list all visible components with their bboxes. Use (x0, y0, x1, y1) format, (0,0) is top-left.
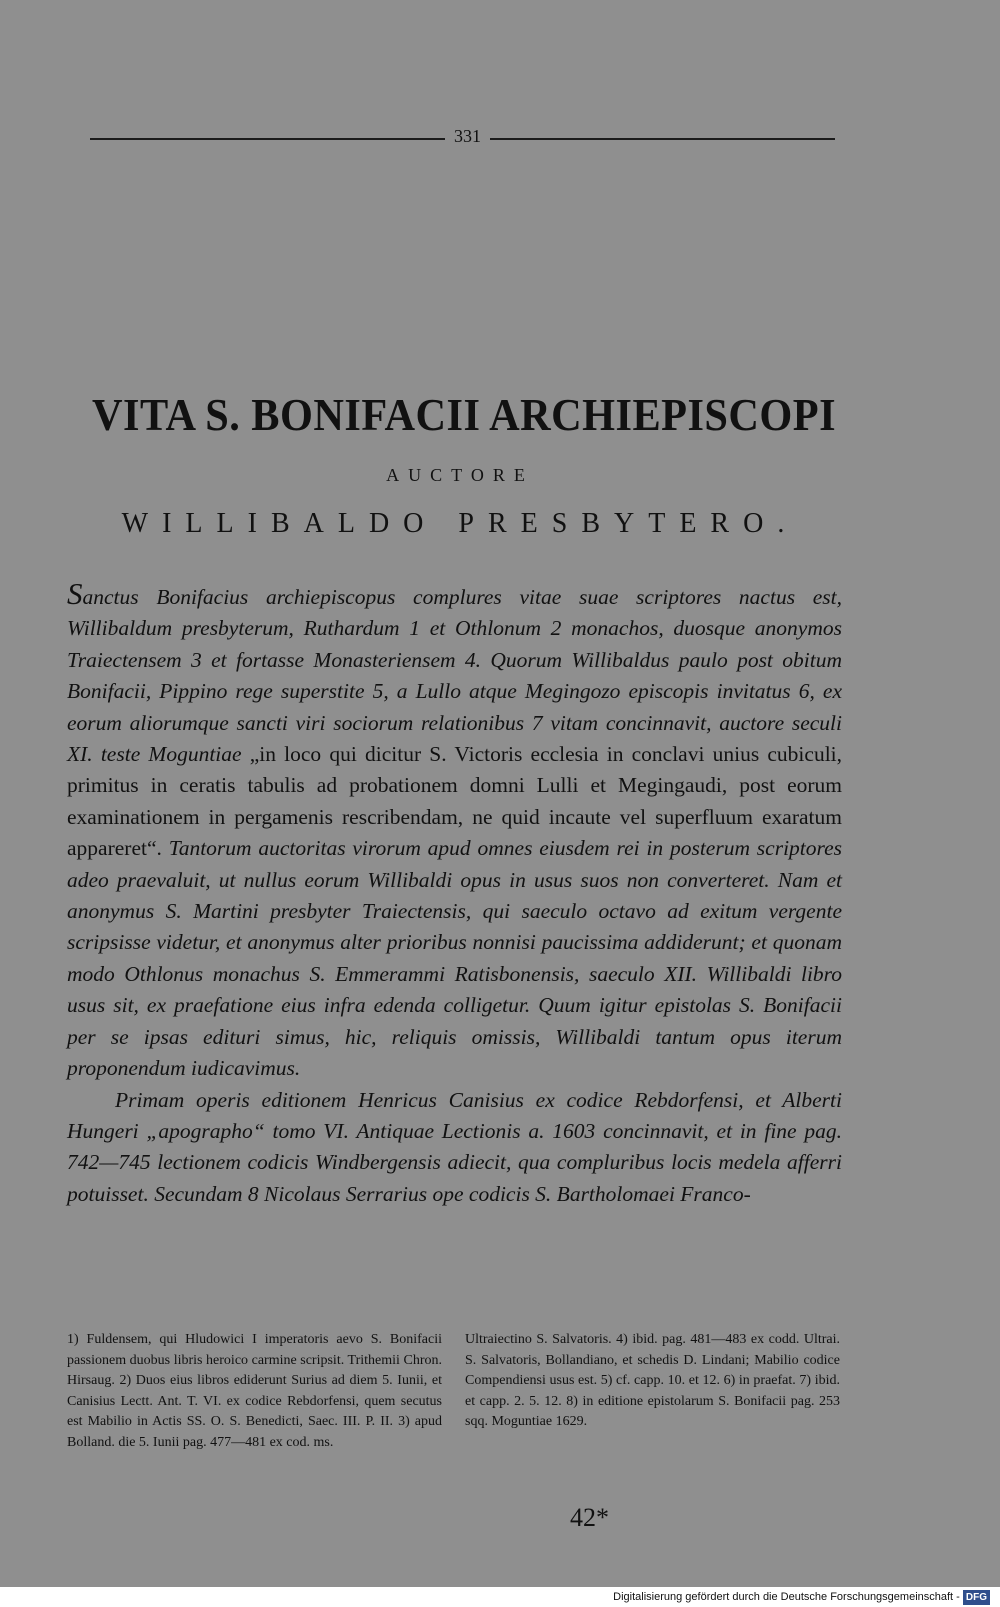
paragraph-1 (67, 578, 842, 1085)
credit-text: Digitalisierung gefördert durch die Deutsche Forschungsgemeinschaft - (613, 1591, 960, 1603)
signature-mark: 42* (570, 1503, 609, 1532)
page-number: 331 (445, 126, 490, 147)
digitization-credit (613, 1588, 990, 1607)
footnotes-right: Ultraiectino S. Salvatoris. 4) ibid. pag. 481—483 ex codd. Ultrai. S. Salvatoris, Bollandiano, et schedis D. Lindani; Mabilio codice Compendiensi usus est. 5) cf. capp. 10. et 12. 6) in praefat. 7) ibid. et capp. 2. 5. 12. 8) in editione epistolarum S. Bonifacii pag. 253 sqq. Moguntiae 1629. (465, 1332, 840, 1429)
author-name: WILLIBALDO PRESBYTERO. (121, 508, 799, 539)
dfg-logo-icon: DFG (963, 1590, 990, 1605)
body-text (67, 578, 842, 1210)
auctore-label: AUCTORE (386, 465, 534, 485)
drop-cap: S (67, 576, 83, 611)
paragraph-1-quotation: „in loco qui dicitur S. Victoris ecclesia in conclavi unius cubiculi, primitus in ceratis tabulis ad probationem domni Lulli et Megingaudi, post eorum examinationem in pergamenis rescribendam, ne quid incaute vel superfluum exaratum appareret“. (67, 742, 843, 861)
page-title: VITA S. BONIFACII ARCHIEPISCOPI (92, 389, 837, 440)
page-header (70, 126, 845, 150)
header-rule-right (485, 138, 835, 140)
header-rule-left (90, 138, 450, 140)
paragraph-2: Primam operis editionem Henricus Canisius ex codice Rebdorfensi, et Alberti Hungeri „apographo“ tomo VI. Antiquae Lectionis a. 1603 concinnavit, et in fine pag. 742—745 lectionem codicis Windbergensis adiecit, qua compluribus locis medela afferri potuisset. Secundam 8 Nicolaus Serrarius ope codicis S. Bartholomaei Franco- (67, 1087, 842, 1206)
footnotes-left: 1) Fuldensem, qui Hludowici I imperatoris aevo S. Bonifacii passionem duobus libris heroico carmine scripsit. Trithemii Chron. Hirsaug. 2) Duos eius libros ediderunt Surius ad diem 5. Iunii, et Canisius Lectt. Ant. T. VI. ex codice Rebdorfensi, quem secutus est Mabilio in Actis SS. O. S. Benedicti, Saec. III. P. II. 3) apud Bolland. die 5. Iunii pag. 477—481 ex cod. ms. (67, 1332, 442, 1450)
paragraph-1-italic-a: anctus Bonifacius archiepiscopus complures vitae suae scriptores nactus est, Willibaldum presbyterum, Ruthardum 1 et Othlonum 2 monachos, duosque anonymos Traiectensem 3 et fortasse Monasteriensem 4. Quorum Willibaldus paulo post obitum Bonifacii, Pippino rege superstite 5, a Lullo atque Megingozo episcopis invitatus 6, ex eorum aliorumque sancti viri sociorum relationibus 7 vitam concinnavit, auctore seculi XI. teste Moguntiae (67, 585, 842, 767)
paragraph-1-italic-b: Tantorum auctoritas virorum apud omnes eiusdem rei in posterum scriptores adeo praevaluit, ut nullus eorum Willibaldi opus in usus suos non converteret. Nam et anonymus S. Martini presbyter Traiectensis, qui saeculo octavo ad exitum vergente scripsisse videtur, et anonymus alter prioribus nonnisi paucissima addiderunt; et quonam modo Othlonus monachus S. Emmerammi Ratisbonensis, saeculo XII. Willibaldi libro usus sit, ex praefatione eius infra edenda colligetur. Quum igitur epistolas S. Bonifacii per se ipsas edituri simus, hic, reliquis omissis, Willibaldi tantum opus iterum proponendum iudicavimus. (67, 836, 842, 1081)
